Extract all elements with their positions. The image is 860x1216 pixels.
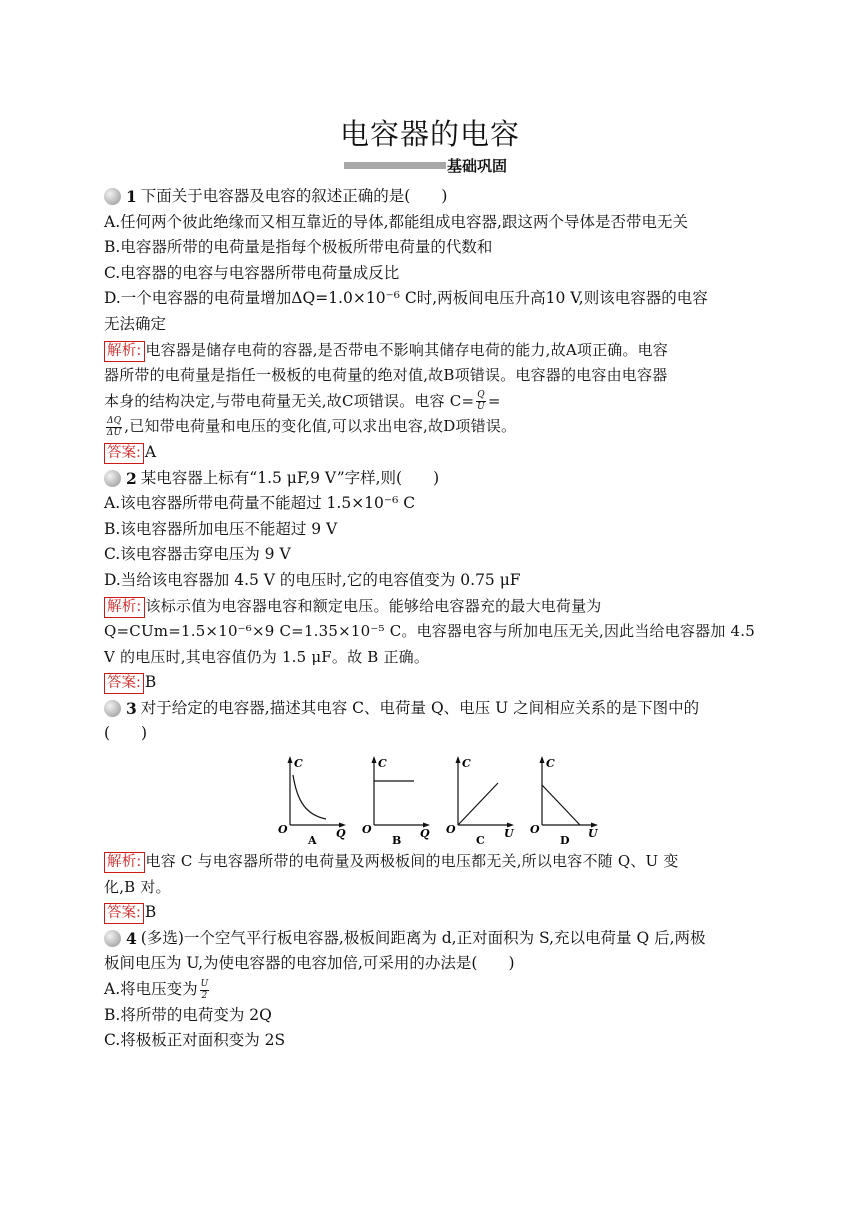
question-number: 3 — [126, 698, 137, 718]
question-4-stem-cont: 板间电压为 U,为使电容器的电容加倍,可采用的办法是( ) — [104, 954, 515, 973]
fraction — [200, 979, 210, 1002]
explanation-line: 器所带的电荷量是指任一极板的电荷量的绝对值,故B项错误。电容器的电容由电容器 — [104, 366, 668, 385]
option-d: D.一个电容器的电荷量增加ΔQ=1.0×10⁻⁶ C时,两板间电压升高10 V,则该电容器的电容 — [104, 289, 708, 308]
answer-line — [104, 440, 764, 466]
question-4-stem — [104, 926, 764, 952]
option-a — [104, 977, 764, 1003]
answer-line — [104, 900, 764, 926]
answer-line — [104, 670, 764, 696]
explanation-line — [104, 594, 764, 620]
option-c: C.该电容器击穿电压为 9 V — [104, 545, 291, 564]
question-3-blank: ( ) — [104, 724, 148, 743]
graph-label: A — [308, 834, 317, 846]
option-d-cont: 无法确定 — [104, 314, 167, 333]
answer-value: B — [144, 673, 157, 692]
answer-value: A — [144, 442, 157, 461]
question-3-stem — [104, 696, 764, 722]
explanation-text: ,已知带电荷量和电压的变化值,可以求出电容,故D项错误。 — [124, 417, 517, 436]
x-axis-label: Q — [336, 827, 346, 841]
question-number: 2 — [126, 468, 137, 488]
explanation-line — [104, 338, 764, 364]
question-list — [104, 184, 764, 1054]
option-b: B.电容器所带的电荷量是指每个极板所带电荷量的代数和 — [104, 238, 493, 257]
question-2-stem — [104, 466, 764, 492]
fraction — [106, 416, 122, 439]
answer-value: B — [144, 903, 157, 922]
numerator: U — [200, 978, 209, 989]
option-a: A.任何两个彼此绝缘而又相互靠近的导体,都能组成电容器,跟这两个导体是否带电无关 — [104, 212, 688, 231]
answer-tag: 答案: — [104, 673, 144, 694]
question-bullet-icon — [104, 188, 121, 205]
graph-label: C — [476, 834, 485, 846]
explanation-line — [104, 414, 764, 440]
graph-a — [270, 753, 354, 849]
explanation-tag: 解析: — [104, 852, 145, 873]
question-bullet-icon — [104, 470, 121, 487]
explanation-line — [104, 849, 764, 875]
question-text: 下面关于电容器及电容的叙述正确的是( ) — [140, 187, 448, 205]
origin-label: O — [446, 823, 456, 837]
section-bar — [344, 162, 446, 169]
fraction — [476, 390, 486, 413]
graph-label: D — [560, 834, 570, 846]
graph-d — [522, 753, 606, 849]
section-label: 基础巩固 — [447, 156, 508, 175]
option-c: C.将极板正对面积变为 2S — [104, 1031, 286, 1050]
origin-label: O — [530, 823, 540, 837]
question-1-stem — [104, 184, 764, 210]
x-axis-label: U — [504, 827, 514, 841]
explanation-tag: 解析: — [104, 341, 145, 362]
question-text: (多选)一个空气平行板电容器,极板间距离为 d,正对面积为 S,充以电荷量 Q 后,两极 — [140, 928, 706, 947]
origin-label: O — [362, 823, 372, 837]
x-axis-label: Q — [420, 827, 430, 841]
section-header — [344, 155, 507, 175]
denominator: 2 — [201, 990, 208, 1001]
y-axis-label: C — [294, 757, 303, 771]
graph-b — [354, 753, 438, 849]
explanation-text: 电容 C 与电容器所带的电荷量及两极板间的电压都无关,所以电容不随 Q、U 变 — [145, 852, 679, 871]
y-axis-label: C — [462, 757, 471, 771]
denominator: U — [477, 402, 485, 413]
explanation-line: 化,B 对。 — [104, 877, 171, 896]
question-number: 4 — [126, 928, 137, 948]
origin-label: O — [278, 823, 288, 837]
y-axis-label: C — [546, 757, 555, 771]
option-b: B.该电容器所加电压不能超过 9 V — [104, 519, 338, 538]
explanation-line — [104, 389, 764, 415]
explanation-line: Q=CUm=1.5×10⁻⁶×9 C=1.35×10⁻⁵ C。电容器电容与所加电压无关,因此当给电容器加 4.5 — [104, 622, 755, 641]
question-text: 对于给定的电容器,描述其电容 C、电荷量 Q、电压 U 之间相应关系的是下图中的 — [140, 698, 700, 717]
option-text: A.将电压变为 — [104, 980, 198, 999]
y-axis-label: C — [378, 757, 387, 771]
numerator: Q — [477, 390, 485, 401]
option-d: D.当给该电容器加 4.5 V 的电压时,它的电容值变为 0.75 μF — [104, 570, 521, 589]
explanation-text: = — [487, 391, 501, 410]
graph-label: B — [392, 834, 402, 846]
answer-tag: 答案: — [104, 903, 144, 924]
option-b: B.将所带的电荷变为 2Q — [104, 1005, 272, 1024]
denominator: ΔU — [106, 427, 122, 438]
question-bullet-icon — [104, 700, 121, 717]
question-text: 某电容器上标有“1.5 μF,9 V”字样,则( ) — [140, 468, 440, 487]
page-title: 电容器的电容 — [339, 117, 520, 151]
answer-tag: 答案: — [104, 443, 144, 464]
explanation-text: 电容器是储存电荷的容器,是否带电不影响其储存电荷的能力,故A项正确。电容 — [145, 340, 669, 359]
explanation-line: V 的电压时,其电容值仍为 1.5 μF。故 B 正确。 — [104, 647, 430, 666]
explanation-tag: 解析: — [104, 597, 145, 618]
question-bullet-icon — [104, 930, 121, 947]
x-axis-label: U — [588, 827, 598, 841]
explanation-text: 该标示值为电容器电容和额定电压。能够给电容器充的最大电荷量为 — [145, 596, 602, 615]
option-a: A.该电容器所带电荷量不能超过 1.5×10⁻⁶ C — [104, 494, 416, 513]
explanation-text: 本身的结构决定,与带电荷量无关,故C项错误。电容 C= — [104, 391, 475, 410]
question-number: 1 — [126, 187, 137, 206]
graph-options — [270, 753, 764, 849]
graph-c — [438, 753, 522, 849]
option-c: C.电容器的电容与电容器所带电荷量成反比 — [104, 263, 400, 282]
numerator: ΔQ — [107, 415, 122, 426]
